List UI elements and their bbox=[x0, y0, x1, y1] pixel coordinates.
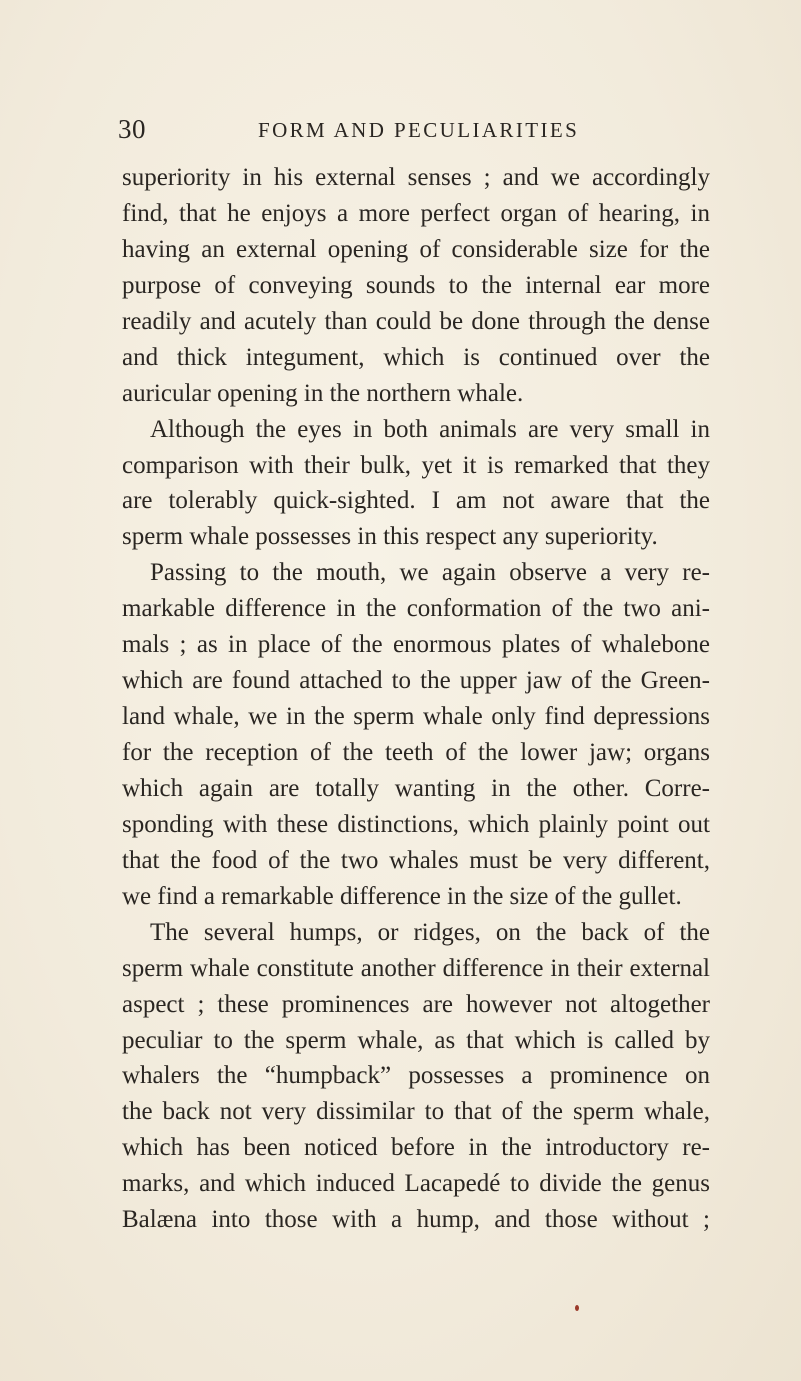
text-line: sperm whale constitute another difference in their external bbox=[122, 954, 710, 982]
text-line: which again are totally wanting in the other. Corre- bbox=[122, 774, 710, 802]
text-line: peculiar to the sperm whale, as that which is called by bbox=[122, 1026, 710, 1054]
text-line: that the food of the two whales must be very different, bbox=[122, 846, 710, 874]
text-line: the back not very dissimilar to that of the sperm whale, bbox=[122, 1098, 710, 1126]
text-line: Passing to the mouth, we again observe a very re- bbox=[150, 559, 710, 587]
text-line: aspect ; these prominences are however not altogether bbox=[122, 990, 710, 1018]
text-line: sponding with these distinctions, which plainly point out bbox=[122, 810, 710, 838]
text-line: mals ; as in place of the enormous plates of whalebone bbox=[122, 631, 710, 659]
body-text bbox=[122, 160, 710, 1238]
text-line: sperm whale possesses in this respect any superiority. bbox=[122, 523, 658, 551]
text-line: whalers the “humpback” possesses a prominence on bbox=[122, 1062, 710, 1090]
text-line: Although the eyes in both animals are very small in bbox=[150, 415, 710, 443]
text-line: purpose of conveying sounds to the internal ear more bbox=[122, 271, 710, 299]
running-title: FORM AND PECULIARITIES bbox=[258, 118, 580, 142]
text-line: readily and acutely than could be done through the dense bbox=[122, 307, 710, 335]
text-line: which has been noticed before in the introductory re- bbox=[122, 1134, 710, 1162]
text-line: marks, and which induced Lacapedé to divide the genus bbox=[122, 1170, 710, 1198]
text-line: which are found attached to the upper jaw of the Green- bbox=[122, 667, 710, 695]
text-line: Balæna into those with a hump, and those without ; bbox=[122, 1206, 710, 1234]
page-header bbox=[0, 112, 801, 146]
text-line: for the reception of the teeth of the lower jaw; organs bbox=[122, 739, 710, 766]
text-line: and thick integument, which is continued over the bbox=[122, 343, 710, 371]
ink-speck bbox=[575, 1305, 579, 1311]
text-line: superiority in his external senses ; and we accordingly bbox=[122, 164, 710, 191]
text-line: comparison with their bulk, yet it is remarked that they bbox=[122, 451, 710, 479]
text-line: auricular opening in the northern whale. bbox=[122, 379, 524, 407]
page-number: 30 bbox=[118, 114, 146, 144]
text-line: The several humps, or ridges, on the back of the bbox=[150, 918, 710, 946]
text-line: land whale, we in the sperm whale only find depressions bbox=[122, 703, 710, 731]
text-line: having an external opening of considerable size for the bbox=[122, 235, 710, 263]
text-line: find, that he enjoys a more perfect organ of hearing, in bbox=[122, 199, 710, 227]
text-line: are tolerably quick-sighted. I am not aware that the bbox=[122, 487, 710, 515]
text-line: markable difference in the conformation of the two ani- bbox=[122, 595, 710, 623]
text-line: we find a remarkable difference in the size of the gullet. bbox=[122, 882, 682, 910]
